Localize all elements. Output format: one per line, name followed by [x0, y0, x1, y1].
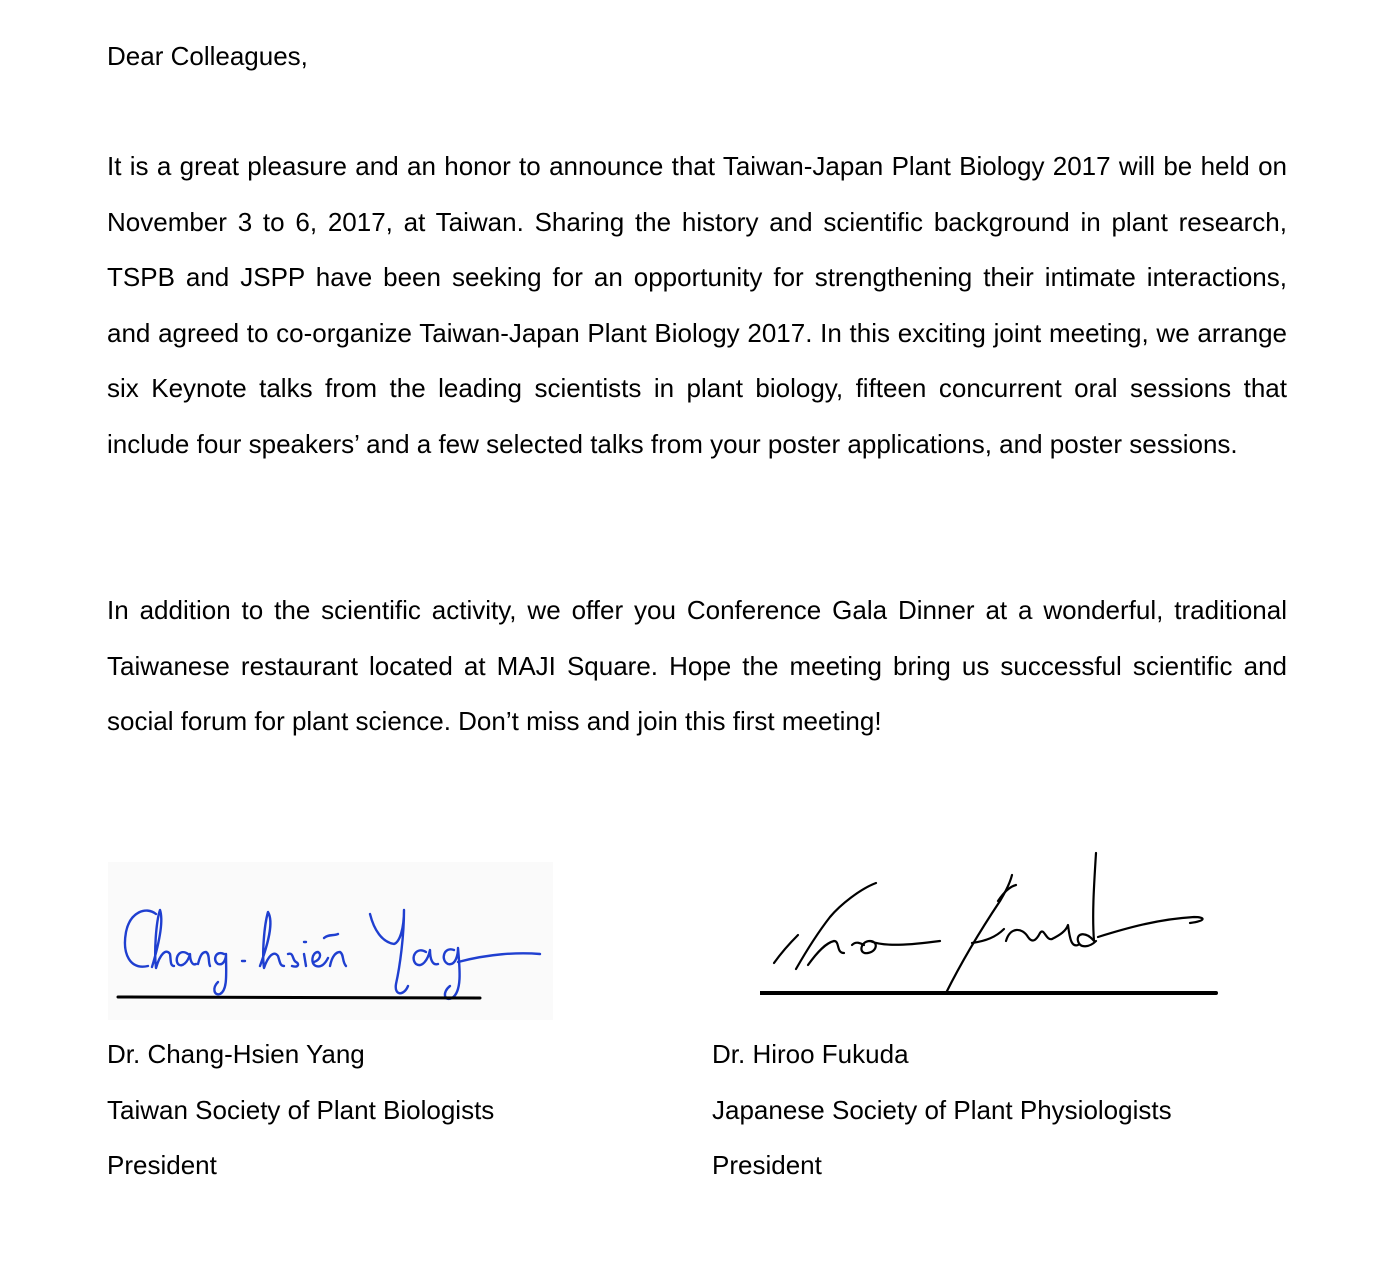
signatory-block-left — [107, 1027, 494, 1194]
signature-chang-hsien-yang — [108, 862, 553, 1020]
signatory-name: Dr. Hiroo Fukuda — [712, 1039, 909, 1069]
signature-hiroo-fukuda — [760, 845, 1220, 1005]
signatory-name: Dr. Chang-Hsien Yang — [107, 1039, 365, 1069]
signatory-organization: Japanese Society of Plant Physiologists — [712, 1094, 1172, 1125]
paragraph-gala-dinner: In addition to the scientific activity, we offer you Conference Gala Dinner at a wonderful, traditional Taiwanese restaurant located at MAJI Square. Hope the meeting bring us successful scientific and social forum for plant science. Don’t miss and join this first meeting! — [107, 595, 1287, 736]
signatory-organization: Taiwan Society of Plant Biologists — [107, 1094, 495, 1125]
paragraph-announcement: It is a great pleasure and an honor to announce that Taiwan-Japan Plant Biology 2017 will be held on November 3 to 6, 2017, at Taiwan. Sharing the history and scientific background in plant research, TSPB and JSPP have been seeking for an opportunity for strengthening their intimate interactions, and agreed to co-organize Taiwan-Japan Plant Biology 2017. In this exciting joint meeting, we arrange six Keynote talks from the leading scientists in plant biology, fifteen concurrent oral sessions that include four speakers’ and a few selected talks from your poster applications, and poster sessions. — [107, 151, 1287, 459]
signatory-title: President — [712, 1150, 822, 1180]
signatory-title: President — [107, 1150, 217, 1180]
greeting: Dear Colleagues, — [107, 41, 308, 71]
signatory-block-right — [712, 1027, 1172, 1194]
